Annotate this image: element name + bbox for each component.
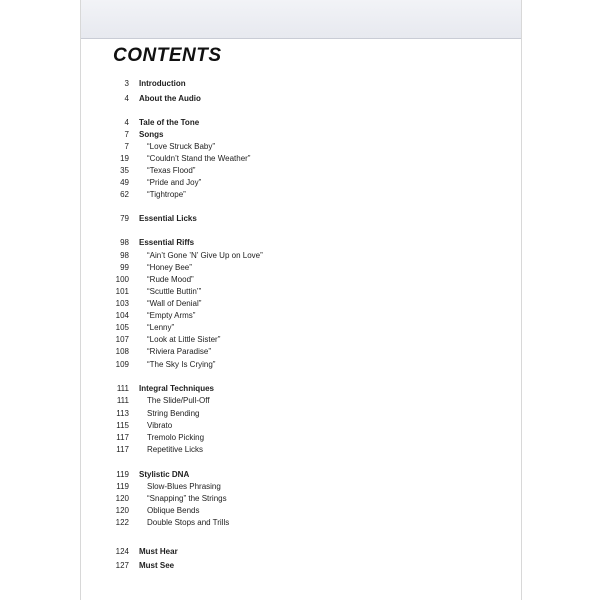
toc-page-number: 119 xyxy=(116,470,129,479)
toc-subentry xyxy=(81,481,521,493)
book-page xyxy=(80,0,522,600)
toc-entry-label: “Wall of Denial” xyxy=(147,299,202,308)
toc-section-entry xyxy=(81,213,521,225)
toc-page-number: 111 xyxy=(116,384,129,393)
toc-subentry xyxy=(81,517,521,529)
toc-section-entry xyxy=(81,93,521,105)
toc-entry-label: Double Stops and Trills xyxy=(147,518,230,527)
toc-page-number: 120 xyxy=(115,506,129,515)
toc-entry-label: Essential Riffs xyxy=(139,238,195,247)
toc-subentry xyxy=(81,177,521,189)
toc-page-number: 107 xyxy=(115,335,129,344)
table-of-contents xyxy=(81,0,521,600)
toc-entry-label: Essential Licks xyxy=(139,214,197,223)
toc-page-number: 105 xyxy=(115,323,129,332)
toc-page-number: 98 xyxy=(120,251,129,260)
toc-page-number: 103 xyxy=(115,299,129,308)
toc-entry-label: “Pride and Joy” xyxy=(147,178,202,187)
toc-subentry xyxy=(81,189,521,201)
toc-entry-label: Stylistic DNA xyxy=(139,470,190,479)
toc-page-number: 104 xyxy=(115,311,129,320)
toc-page-number: 100 xyxy=(115,275,129,284)
toc-subentry xyxy=(81,165,521,177)
toc-entry-label: Tale of the Tone xyxy=(139,118,200,127)
toc-page-number: 98 xyxy=(120,238,129,247)
toc-page-number: 115 xyxy=(116,421,129,430)
toc-page-number: 122 xyxy=(115,518,129,527)
toc-page-number: 113 xyxy=(116,409,129,418)
toc-entry-label: “Scuttle Buttin’” xyxy=(147,287,202,296)
toc-entry-label: “Lenny” xyxy=(147,323,175,332)
toc-subentry xyxy=(81,250,521,262)
toc-section-entry xyxy=(81,78,521,90)
toc-section-entry xyxy=(81,560,521,572)
toc-entry-label: Must See xyxy=(139,561,175,570)
toc-subentry xyxy=(81,395,521,407)
toc-entry-label: “Couldn’t Stand the Weather” xyxy=(147,154,251,163)
toc-page-number: 120 xyxy=(115,494,129,503)
toc-page-number: 119 xyxy=(116,482,129,491)
toc-subentry xyxy=(81,262,521,274)
toc-subentry xyxy=(81,346,521,358)
toc-subentry xyxy=(81,322,521,334)
toc-subentry xyxy=(81,274,521,286)
toc-entry-label: Must Hear xyxy=(139,547,178,556)
toc-page-number: 117 xyxy=(116,445,129,454)
toc-entry-label: Songs xyxy=(139,130,164,139)
toc-entry-label: “Honey Bee” xyxy=(147,263,192,272)
toc-entry-label: Slow-Blues Phrasing xyxy=(147,482,221,491)
toc-page-number: 109 xyxy=(115,360,129,369)
toc-subentry xyxy=(81,444,521,456)
toc-subentry xyxy=(81,493,521,505)
toc-entry-label: “Love Struck Baby” xyxy=(147,142,216,151)
toc-entry-label: “Texas Flood” xyxy=(147,166,196,175)
toc-section-entry xyxy=(81,237,521,249)
toc-page-number: 3 xyxy=(124,79,129,88)
toc-page-number: 108 xyxy=(115,347,129,356)
toc-page-number: 4 xyxy=(124,118,129,127)
toc-page-number: 7 xyxy=(124,130,129,139)
toc-section-entry xyxy=(81,469,521,481)
toc-subentry xyxy=(81,286,521,298)
toc-entry-label: “Rude Mood” xyxy=(147,275,194,284)
toc-section-entry xyxy=(81,117,521,129)
toc-section-entry xyxy=(81,546,521,558)
toc-page-number: 4 xyxy=(124,94,129,103)
toc-subentry xyxy=(81,141,521,153)
toc-subentry xyxy=(81,153,521,165)
toc-entry-label: About the Audio xyxy=(139,94,201,103)
page-title: CONTENTS xyxy=(113,45,222,66)
toc-subentry xyxy=(81,298,521,310)
toc-entry-label: “Riviera Paradise” xyxy=(147,347,212,356)
toc-page-number: 79 xyxy=(120,214,129,223)
toc-entry-label: “Snapping” the Strings xyxy=(147,494,227,503)
toc-page-number: 62 xyxy=(120,190,129,199)
toc-entry-label: The Slide/Pull-Off xyxy=(147,396,210,405)
toc-entry-label: String Bending xyxy=(147,409,200,418)
toc-page-number: 124 xyxy=(115,547,129,556)
toc-page-number: 7 xyxy=(124,142,129,151)
toc-page-number: 35 xyxy=(120,166,129,175)
toc-subentry xyxy=(81,359,521,371)
toc-page-number: 117 xyxy=(116,433,129,442)
toc-entry-label: “Tightrope” xyxy=(147,190,186,199)
toc-page-number: 49 xyxy=(120,178,129,187)
toc-entry-label: “Ain’t Gone ’N’ Give Up on Love” xyxy=(147,251,263,260)
toc-entry-label: Repetitive Licks xyxy=(147,445,204,454)
toc-page-number: 99 xyxy=(120,263,129,272)
toc-entry-label: Tremolo Picking xyxy=(147,433,205,442)
toc-entry-label: “The Sky Is Crying” xyxy=(147,360,216,369)
toc-entry-label: Introduction xyxy=(139,79,186,88)
toc-section-entry xyxy=(81,129,521,141)
toc-page-number: 111 xyxy=(116,396,129,405)
toc-subentry xyxy=(81,420,521,432)
toc-subentry xyxy=(81,432,521,444)
toc-subentry xyxy=(81,408,521,420)
toc-subentry xyxy=(81,505,521,517)
toc-entry-label: Integral Techniques xyxy=(139,384,214,393)
toc-page-number: 19 xyxy=(120,154,129,163)
toc-entry-label: Vibrato xyxy=(147,421,173,430)
toc-section-entry xyxy=(81,383,521,395)
toc-entry-label: Oblique Bends xyxy=(147,506,200,515)
toc-page-number: 101 xyxy=(115,287,129,296)
toc-entry-label: “Empty Arms” xyxy=(147,311,196,320)
toc-subentry xyxy=(81,334,521,346)
toc-entry-label: “Look at Little Sister” xyxy=(147,335,221,344)
toc-subentry xyxy=(81,310,521,322)
toc-page-number: 127 xyxy=(115,561,129,570)
